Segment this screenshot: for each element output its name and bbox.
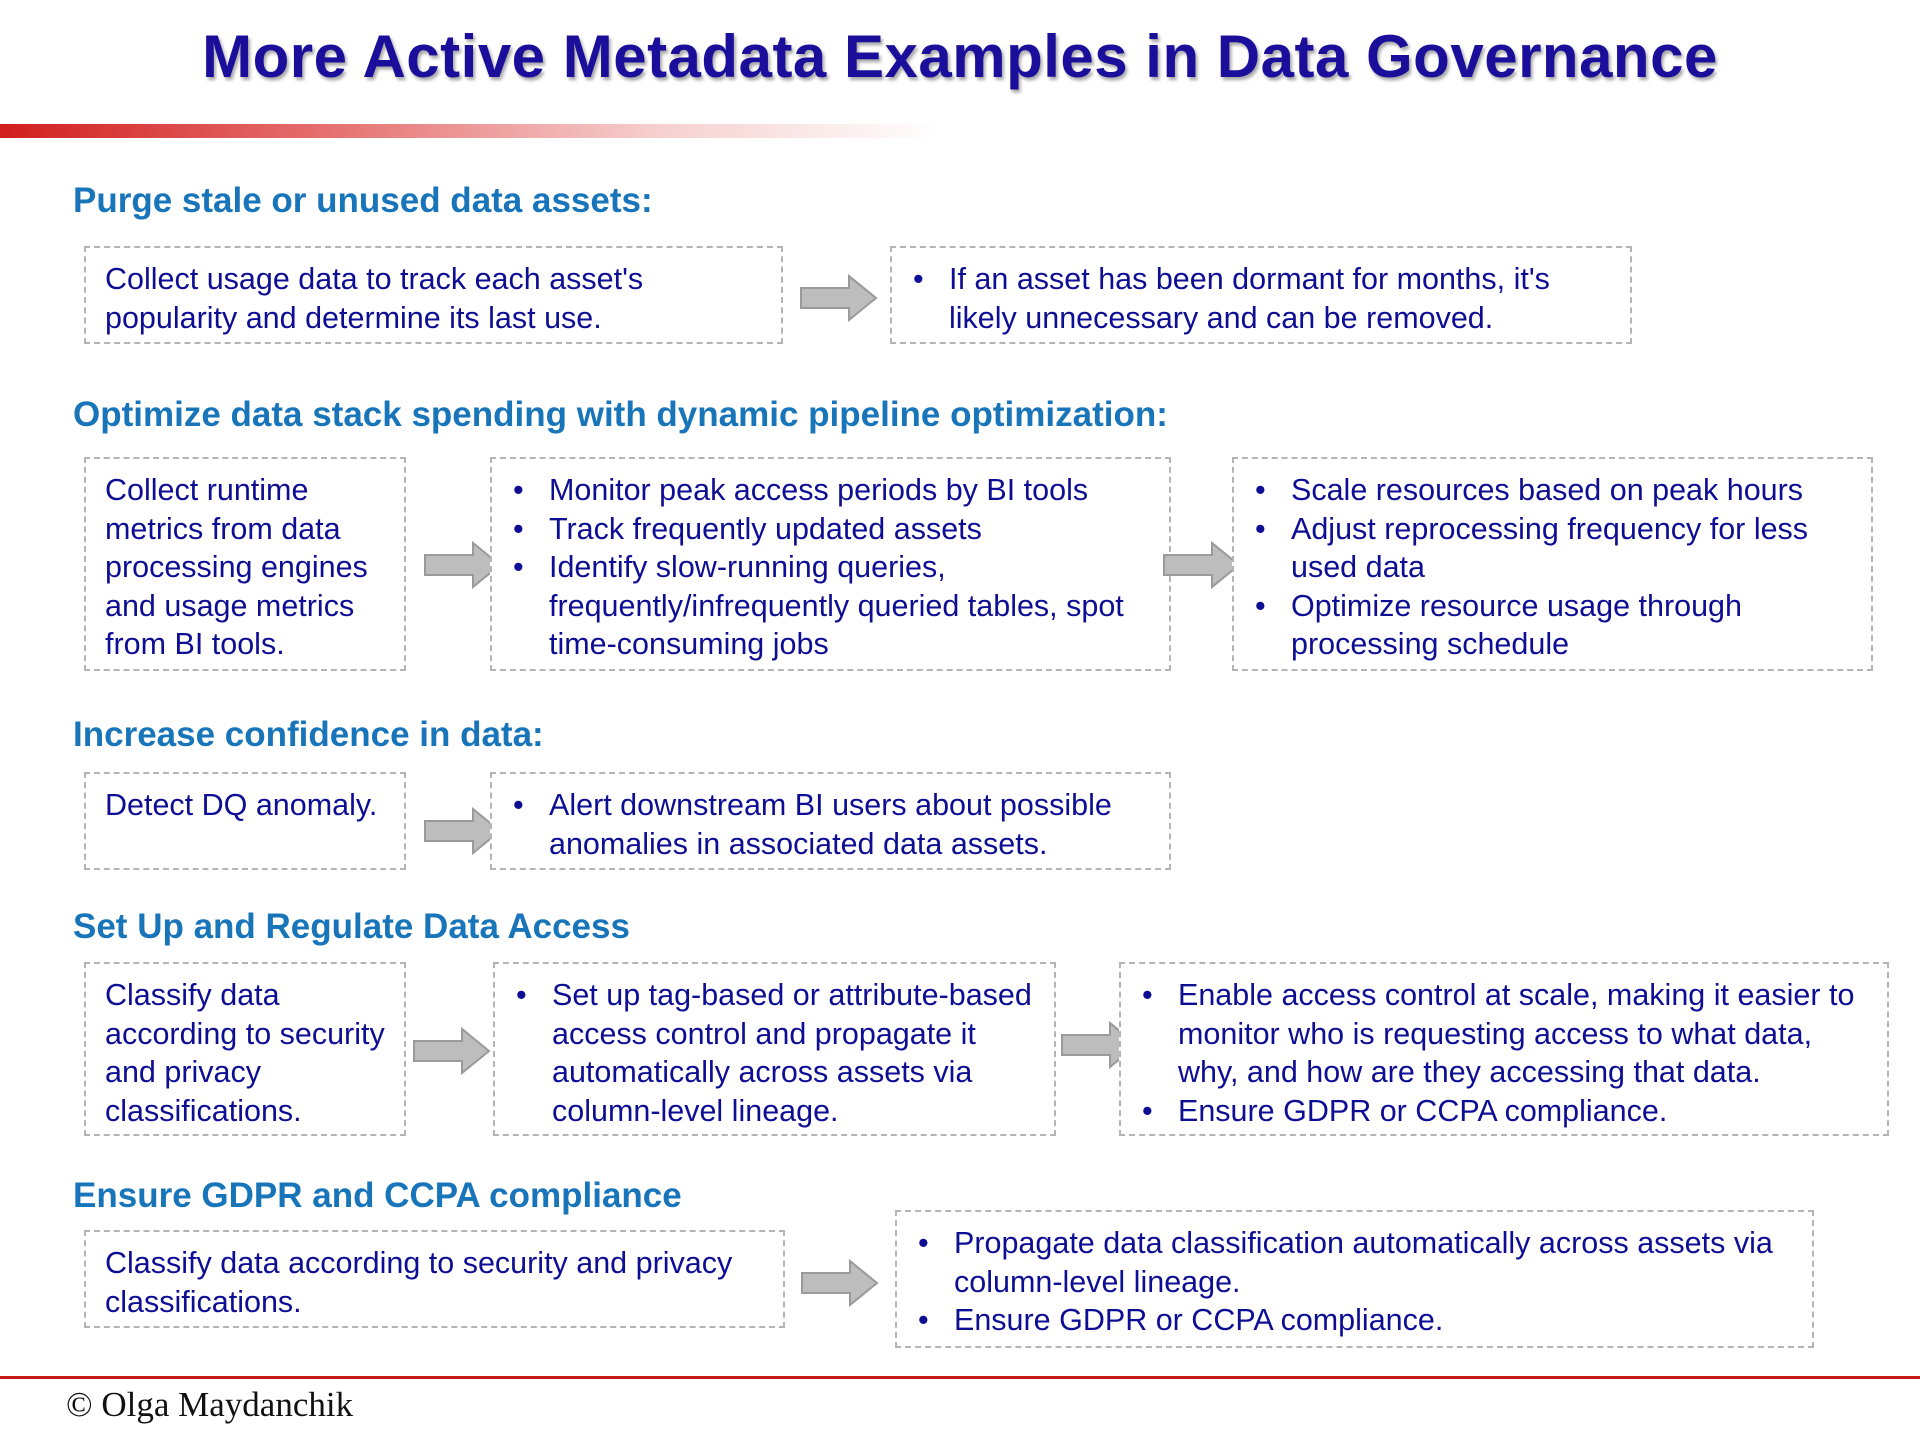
list-item: • Identify slow-running queries, frequently/infrequently queried tables, spot time-consuming jobs xyxy=(511,548,1159,664)
section-heading-access: Set Up and Regulate Data Access xyxy=(73,907,630,946)
optimize-monitor-box xyxy=(490,457,1171,671)
section-heading-optimize: Optimize data stack spending with dynamic pipeline optimization: xyxy=(73,395,1168,434)
list-item: • Adjust reprocessing frequency for less used data xyxy=(1253,510,1861,587)
footer-divider xyxy=(0,1376,1920,1379)
list-item: • Set up tag-based or attribute-based access control and propagate it automatically across assets via column-level lineage. xyxy=(514,976,1044,1130)
list-item: • If an asset has been dormant for months, it's likely unnecessary and can be removed. xyxy=(911,260,1614,337)
flow-arrow xyxy=(800,1258,880,1308)
copyright-footer: © Olga Maydanchik xyxy=(66,1385,354,1424)
compliance-input-box: Classify data according to security and privacy classifications. xyxy=(84,1230,785,1328)
title-underline xyxy=(0,124,940,138)
confidence-input-box: Detect DQ anomaly. xyxy=(84,772,406,870)
compliance-action-box xyxy=(895,1210,1814,1348)
flow-arrow xyxy=(412,1026,492,1076)
list-item: • Track frequently updated assets xyxy=(511,510,1159,549)
optimize-action-box xyxy=(1232,457,1873,671)
section-heading-purge: Purge stale or unused data assets: xyxy=(73,181,653,220)
access-control-box xyxy=(493,962,1056,1136)
page-title: More Active Metadata Examples in Data Governance xyxy=(202,23,1718,90)
flow-arrow xyxy=(799,273,879,323)
purge-input-box: Collect usage data to track each asset's popularity and determine its last use. xyxy=(84,246,783,344)
access-action-box xyxy=(1119,962,1889,1136)
section-heading-confidence: Increase confidence in data: xyxy=(73,715,544,754)
optimize-input-box: Collect runtime metrics from data processing engines and usage metrics from BI tools. xyxy=(84,457,406,671)
section-heading-compliance: Ensure GDPR and CCPA compliance xyxy=(73,1176,682,1215)
flow-arrow xyxy=(1162,540,1242,590)
list-item: • Ensure GDPR or CCPA compliance. xyxy=(1140,1092,1877,1131)
list-item: • Enable access control at scale, making it easier to monitor who is requesting access to what data, why, and how are they accessing that data. xyxy=(1140,976,1877,1092)
list-item: • Propagate data classification automatically across assets via column-level lineage. xyxy=(916,1224,1802,1301)
purge-action-box xyxy=(890,246,1632,344)
list-item: • Optimize resource usage through processing schedule xyxy=(1253,587,1861,664)
list-item: • Monitor peak access periods by BI tools xyxy=(511,471,1159,510)
list-item: • Ensure GDPR or CCPA compliance. xyxy=(916,1301,1802,1340)
confidence-action-box xyxy=(490,772,1171,870)
list-item: • Alert downstream BI users about possible anomalies in associated data assets. xyxy=(511,786,1159,863)
list-item: • Scale resources based on peak hours xyxy=(1253,471,1861,510)
access-input-box: Classify data according to security and privacy classifications. xyxy=(84,962,406,1136)
